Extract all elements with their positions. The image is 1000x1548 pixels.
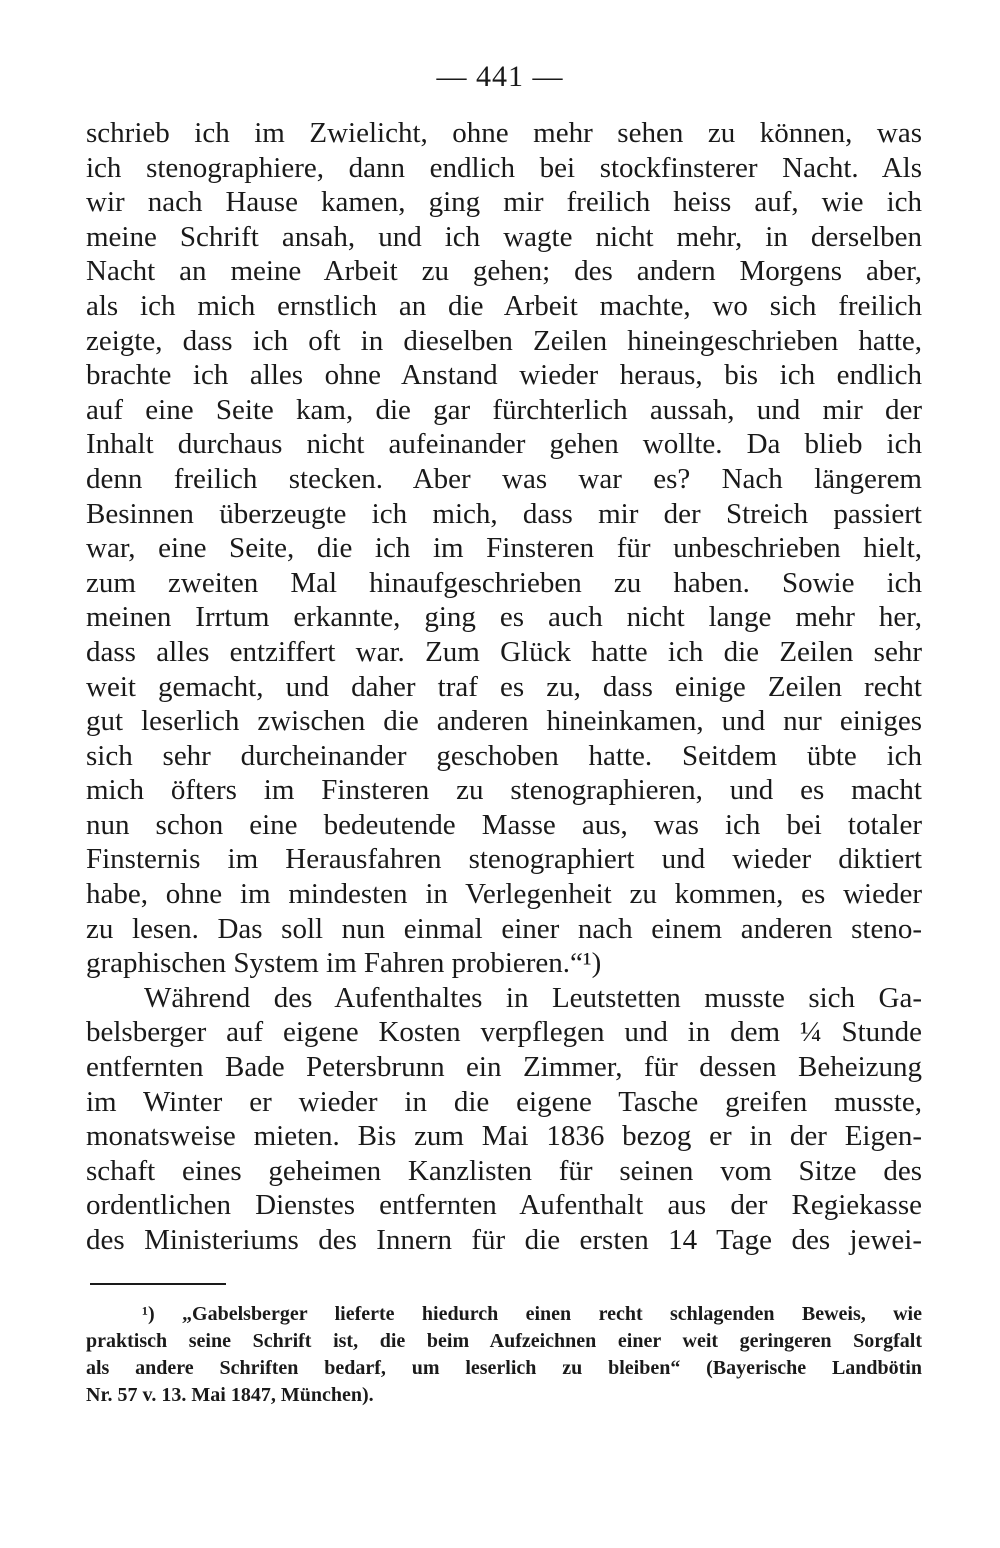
text-line: weit gemacht, und daher traf es zu, dass einige Zeilen recht (86, 670, 922, 703)
text-line: graphischen System im Fahren probieren.“¹) (86, 947, 602, 980)
text-line: wir nach Hause kamen, ging mir freilich heiss auf, wie ich (86, 186, 922, 219)
footnote-divider (90, 1283, 226, 1285)
body-text (86, 116, 922, 1258)
text-line: mich öfters im Finsteren zu stenographieren, und es macht (86, 774, 922, 807)
text-line: schrieb ich im Zwielicht, ohne mehr sehen zu können, was (86, 117, 922, 149)
text-line: Nacht an meine Arbeit zu gehen; des andern Morgens aber, (86, 255, 922, 288)
text-line: habe, ohne im mindesten in Verlegenheit zu kommen, es wieder (86, 878, 922, 911)
footnote-line: ¹) „Gabelsberger lieferte hiedurch einen recht schlagenden Beweis, wie (142, 1303, 922, 1325)
text-line: Finsternis im Herausfahren stenographiert und wieder diktiert (86, 843, 922, 876)
text-line: zum zweiten Mal hinaufgeschrieben zu haben. Sowie ich (86, 566, 922, 599)
text-line: als ich mich ernstlich an die Arbeit machte, wo sich freilich (86, 289, 922, 322)
footnote-line: als andere Schriften bedarf, um leserlich zu bleiben“ (Bayerische Landbötin (86, 1357, 922, 1379)
text-line: denn freilich stecken. Aber was war es? Nach längerem (86, 462, 922, 495)
text-line: monatsweise mieten. Bis zum Mai 1836 bezog er in der Eigen- (86, 1120, 922, 1153)
text-line: nun schon eine bedeutende Masse aus, was ich bei totaler (86, 808, 922, 841)
footnote-line: praktisch seine Schrift ist, die beim Aufzeichnen einer weit geringeren Sorgfalt (86, 1330, 922, 1352)
text-line: sich sehr durcheinander geschoben hatte. Seitdem übte ich (86, 739, 922, 772)
text-line: ich stenographiere, dann endlich bei stockfinsterer Nacht. Als (86, 151, 922, 184)
text-line: schaft eines geheimen Kanzlisten für seinen vom Sitze des (86, 1154, 922, 1187)
text-line: im Winter er wieder in die eigene Tasche greifen musste, (86, 1085, 922, 1118)
text-line: meine Schrift ansah, und ich wagte nicht mehr, in derselben (86, 220, 922, 253)
text-line: ordentlichen Dienstes entfernten Aufenthalt aus der Regiekasse (86, 1189, 922, 1222)
footnote-block (86, 1301, 922, 1409)
footnote-line: Nr. 57 v. 13. Mai 1847, München). (86, 1384, 374, 1406)
paragraph-start-line: Während des Aufenthaltes in Leutstetten musste sich Ga- (144, 981, 922, 1014)
text-line: Besinnen überzeugte ich mich, dass mir der Streich passiert (86, 497, 922, 530)
page-number: — 441 — (436, 60, 564, 93)
text-line: belsberger auf eigene Kosten verpflegen und in dem ¼ Stunde (86, 1016, 922, 1049)
text-line: brachte ich alles ohne Anstand wieder heraus, bis ich endlich (86, 359, 922, 392)
text-line: Inhalt durchaus nicht aufeinander gehen wollte. Da blieb ich (86, 428, 922, 461)
text-line: war, eine Seite, die ich im Finsteren für unbeschrieben hielt, (86, 532, 922, 565)
text-line: des Ministeriums des Innern für die ersten 14 Tage des jewei- (86, 1224, 922, 1256)
text-line: entfernten Bade Petersbrunn ein Zimmer, für dessen Beheizung (86, 1051, 922, 1084)
text-line: zu lesen. Das soll nun einmal einer nach einem anderen steno- (86, 912, 922, 945)
text-line: dass alles entziffert war. Zum Glück hatte ich die Zeilen sehr (86, 635, 922, 668)
text-line: gut leserlich zwischen die anderen hineinkamen, und nur einiges (86, 705, 922, 738)
text-line: zeigte, dass ich oft in dieselben Zeilen hineingeschrieben hatte, (86, 324, 922, 357)
text-line: auf eine Seite kam, die gar fürchterlich aussah, und mir der (86, 393, 922, 426)
text-line: meinen Irrtum erkannte, ging es auch nicht lange mehr her, (86, 601, 922, 634)
